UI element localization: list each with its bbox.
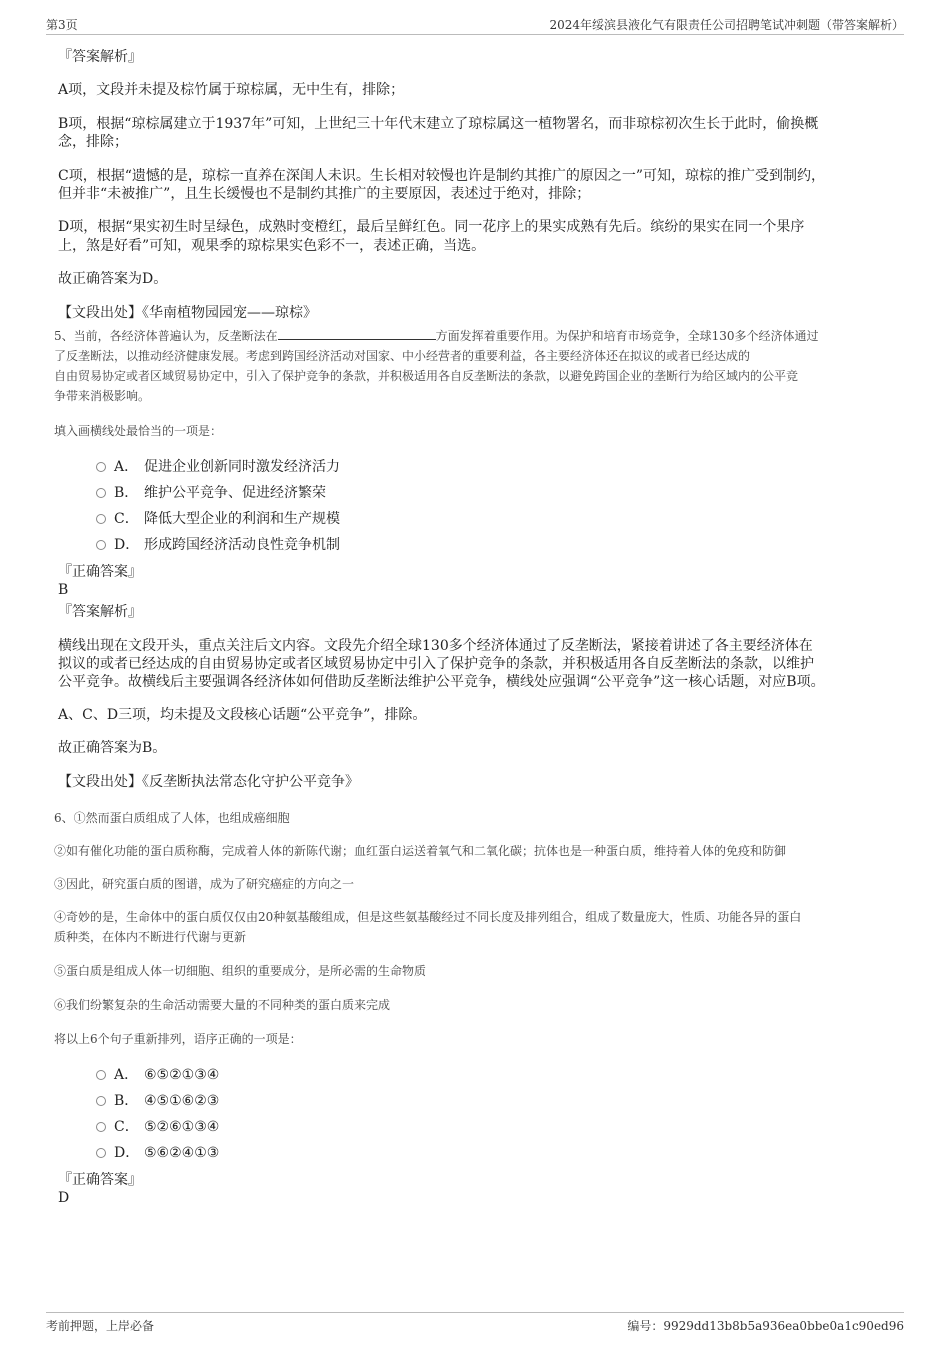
radio-button[interactable]: [96, 1122, 106, 1132]
question-prompt: 将以上6个句子重新排列，语序正确的一项是：: [54, 1032, 302, 1046]
sentence-line: ⑤蛋白质是组成人体一切细胞、组织的重要成分，是所必需的生命物质: [54, 964, 427, 978]
analysis-paragraph: B项，根据“琼棕属建立于1937年”可知，上世纪三十年代末建立了琼棕属这一植物署名，而非琼棕初次生长于此时，偷换概: [58, 116, 819, 132]
fill-in-blank: [278, 329, 436, 340]
option-a[interactable]: A． 促进企业创新同时激发经济活力: [96, 456, 340, 476]
option-c[interactable]: C． ⑤②⑥①③④: [96, 1116, 219, 1136]
sentence-line: 质种类，在体内不断进行代谢与更新: [54, 930, 247, 944]
option-a[interactable]: A． ⑥⑤②①③④: [96, 1064, 219, 1084]
page-number: 第3页: [46, 18, 78, 32]
question-stem-line: 自由贸易协定或者区域贸易协定中，引入了保护竞争的条款，并积极适用各自反垄断法的条款，以避免跨国企业的垄断行为给区域内的公平竞: [54, 369, 799, 383]
sentence-line: ⑥我们纷繁复杂的生命活动需要大量的不同种类的蛋白质来完成: [54, 998, 391, 1012]
sentence-line: ②如有催化功能的蛋白质称酶，完成着人体的新陈代谢；血红蛋白运送着氧气和二氧化碳；抗体也是一种蛋白质，维持着人体的免疫和防御: [54, 844, 787, 858]
option-c[interactable]: C． 降低大型企业的利润和生产规模: [96, 508, 340, 528]
analysis-paragraph: D项，根据“果实初生时呈绿色，成熟时变橙红，最后呈鲜红色。同一花序上的果实成熟有先后。缤纷的果实在同一个果序: [58, 219, 805, 235]
question-stem-line: 了反垄断法，以推动经济健康发展。考虑到跨国经济活动对国家、中小经营者的重要利益，各主要经济体还在拟议的或者已经达成的: [54, 349, 751, 363]
analysis-line: 拟议的或者已经达成的自由贸易协定或者区域贸易协定中引入了保护竞争的条款，并积极适用各自反垄断法的条款，以维护: [58, 656, 814, 672]
analysis-paragraph: A项，文段并未提及棕竹属于琼棕属，无中生有，排除；: [58, 82, 405, 98]
stem-suffix: 方面发挥着重要作用。为保护和培育市场竞争，全球130多个经济体通过: [435, 329, 819, 343]
correct-answer: D: [58, 1190, 70, 1206]
page-header: [46, 14, 904, 35]
source-citation: 【文段出处】《反垄断执法常态化守护公平竞争》: [58, 774, 359, 790]
page-footer: [46, 1312, 904, 1335]
radio-button[interactable]: [96, 462, 106, 472]
analysis-line: 横线出现在文段开头，重点关注后文内容。文段先介绍全球130多个经济体通过了反垄断法，紧接着讲述了各主要经济体在: [58, 638, 813, 654]
correct-answer-line: 故正确答案为B。: [58, 740, 167, 756]
analysis-paragraph: 上，煞是好看”可知，观果季的琼棕果实色彩不一，表述正确，当选。: [58, 238, 486, 254]
source-citation: 【文段出处】《华南植物园园宠——琼棕》: [58, 305, 317, 321]
sentence-line: ③因此，研究蛋白质的图谱，成为了研究癌症的方向之一: [54, 877, 355, 891]
radio-button[interactable]: [96, 1096, 106, 1106]
analysis-heading: 『答案解析』: [58, 604, 142, 620]
radio-button[interactable]: [96, 514, 106, 524]
question-stem: [54, 326, 819, 346]
analysis-line: 公平竞争。故横线后主要强调各经济体如何借助反垄断法维护公平竞争，横线处应强调“公平竞争”这一核心话题，对应B项。: [58, 674, 825, 690]
question-stem-line: 争带来消极影响。: [54, 389, 151, 403]
document-title: 2024年绥滨县液化气有限责任公司招聘笔试冲刺题（带答案解析）: [549, 18, 904, 32]
sentence-line: 6、①然而蛋白质组成了人体，也组成癌细胞: [54, 811, 290, 825]
sentence-line: ④奇妙的是，生命体中的蛋白质仅仅由20种氨基酸组成，但是这些氨基酸经过不同长度及排列组合，组成了数量庞大，性质、功能各异的蛋白: [54, 910, 802, 924]
option-b[interactable]: B． 维护公平竞争、促进经济繁荣: [96, 482, 326, 502]
radio-button[interactable]: [96, 540, 106, 550]
option-d[interactable]: D． ⑤⑥②④①③: [96, 1142, 219, 1162]
analysis-paragraph: 念，排除；: [58, 134, 128, 150]
answer-heading: 『正确答案』: [58, 564, 142, 580]
answer-heading: 『正确答案』: [58, 1172, 142, 1188]
analysis-paragraph: C项，根据“遗憾的是，琼棕一直养在深闺人未识。生长相对较慢也许是制约其推广的原因之一”可知，琼棕的推广受到制约，: [58, 168, 826, 184]
correct-answer: B: [58, 582, 69, 598]
option-d[interactable]: D． 形成跨国经济活动良性竞争机制: [96, 534, 340, 554]
document-id: 编号：9929dd13b8b5a936ea0bbe0a1c90ed96: [627, 1319, 904, 1333]
stem-prefix: 5、当前，各经济体普遍认为，反垄断法在: [54, 329, 278, 343]
correct-answer-line: 故正确答案为D。: [58, 271, 168, 287]
footer-slogan: 考前押题，上岸必备: [46, 1319, 155, 1333]
radio-button[interactable]: [96, 1070, 106, 1080]
option-b[interactable]: B． ④⑤①⑥②③: [96, 1090, 219, 1110]
radio-button[interactable]: [96, 1148, 106, 1158]
question-prompt: 填入画横线处最恰当的一项是：: [54, 424, 223, 438]
analysis-line: A、C、D三项，均未提及文段核心话题“公平竞争”，排除。: [58, 707, 427, 723]
radio-button[interactable]: [96, 488, 106, 498]
analysis-heading: 『答案解析』: [58, 49, 142, 65]
analysis-paragraph: 但并非“未被推广”，且生长缓慢也不是制约其推广的主要原因，表述过于绝对，排除；: [58, 186, 591, 202]
